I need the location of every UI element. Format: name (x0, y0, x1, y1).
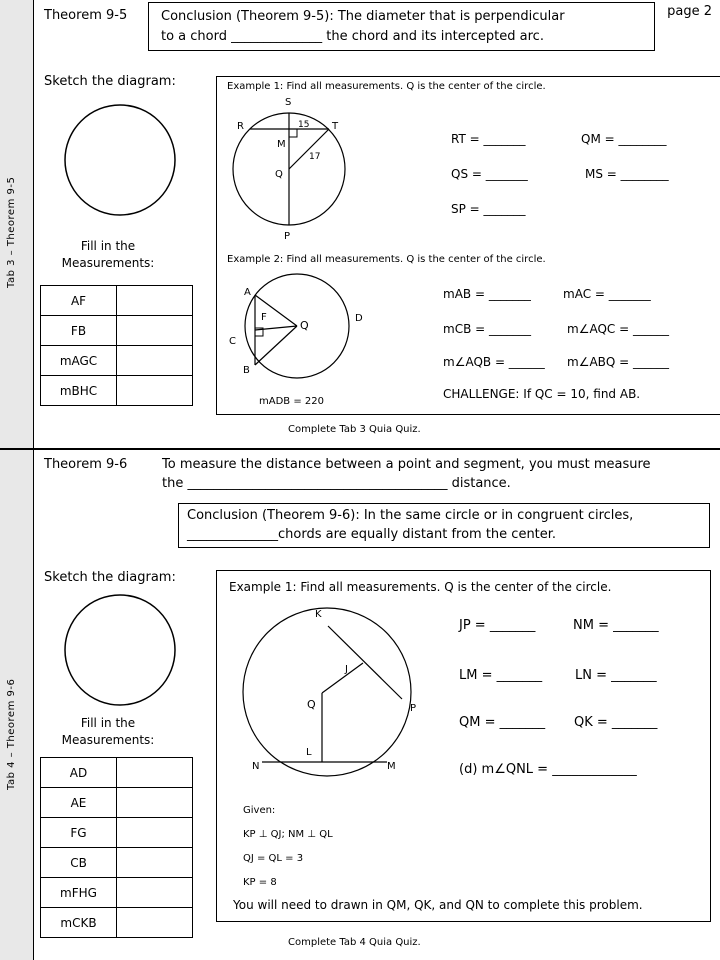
tab3-ex1-point-m: M (277, 139, 286, 150)
tab4-ex1-answer-lm: LM = _______ (459, 668, 543, 683)
tab3-answer-cell[interactable] (117, 286, 193, 316)
tab3-example2-diagram (217, 244, 417, 414)
tab3-sketch-circle (60, 100, 180, 220)
tab4-fill-label (48, 715, 168, 749)
tab3-sketch-label: Sketch the diagram: (44, 74, 176, 89)
tab4-answer-cell[interactable] (117, 758, 193, 788)
table-row (41, 788, 193, 818)
tab3-ex2-arc-note: mADB = 220 (259, 396, 324, 407)
tab4-fill-label-2: Measurements: (61, 733, 155, 747)
tab4-example1-diagram (217, 571, 437, 791)
tab3-theorem-title: Theorem 9-5 (44, 8, 128, 23)
tab4-row-label-mckb: mCKB (41, 908, 117, 938)
tab3-side-label: Tab 3 – Theorem 9-5 (6, 176, 17, 288)
tab4-sketch-circle (60, 590, 180, 710)
tab4-ex1-answer-ln: LN = _______ (575, 668, 657, 683)
tab4-ex1-answer-nm: NM = _______ (573, 618, 659, 633)
tab3-example1-diagram (217, 77, 457, 245)
table-row (41, 818, 193, 848)
tab4-example1-title: Example 1: Find all measurements. Q is the center of the circle. (229, 580, 612, 594)
tab3-fill-label-2: Measurements: (61, 256, 155, 270)
tab4-ex1-answer-qk: QK = _______ (574, 715, 658, 730)
tab4-ex1-angle-qnl: (d) m∠QNL = _____________ (459, 762, 637, 777)
table-row (41, 376, 193, 406)
tab3-row-label-mbhc: mBHC (41, 376, 117, 406)
tab4-example-note: You will need to drawn in QM, QK, and QN to complete this problem. (233, 898, 643, 912)
tab3-ex2-answer-maqb: m∠AQB = ______ (443, 355, 545, 369)
tab3-ex2-answer-mab: mAB = _______ (443, 287, 531, 301)
table-row (41, 878, 193, 908)
tab3-ex1-answer-qs: QS = _______ (451, 167, 528, 181)
tab3-ex2-point-a: A (244, 287, 251, 298)
tab4-fill-label-1: Fill in the (80, 716, 136, 730)
tab3-ex1-point-q: Q (275, 169, 283, 180)
tab4-ex1-point-l: L (306, 747, 312, 758)
tab4-sketch-label: Sketch the diagram: (44, 570, 176, 585)
tab4-ex1-point-k: K (315, 609, 322, 620)
tab4-row-label-ae: AE (41, 788, 117, 818)
tab3-ex1-point-r: R (237, 121, 244, 132)
tab3-example1-box (216, 76, 720, 246)
tab3-quiz-note: Complete Tab 3 Quia Quiz. (288, 424, 421, 435)
tab3-row-label-fb: FB (41, 316, 117, 346)
tab3-example1-title: Example 1: Find all measurements. Q is the center of the circle. (227, 81, 546, 92)
tab4-answer-cell[interactable] (117, 848, 193, 878)
tab4-given-3: KP = 8 (243, 877, 277, 888)
page-label: page 2 (667, 4, 712, 19)
tab4-given-1: KP ⊥ QJ; NM ⊥ QL (243, 829, 333, 840)
table-row (41, 908, 193, 938)
tab3-ex1-answer-qm: QM = ________ (581, 132, 667, 146)
tab3-fill-label-1: Fill in the (80, 239, 136, 253)
tab3-row-label-magc: mAGC (41, 346, 117, 376)
tab3-conclusion-box (148, 2, 655, 51)
tab4-answer-cell[interactable] (117, 818, 193, 848)
tab3-ex2-point-c: C (229, 336, 236, 347)
tab4-row-label-fg: FG (41, 818, 117, 848)
tab4-conclusion-box (178, 503, 710, 548)
tab3-example2-box (216, 244, 720, 415)
section-divider (0, 448, 720, 450)
tab4-theorem-line1: To measure the distance between a point and segment, you must measure (162, 457, 651, 472)
tab4-answer-cell[interactable] (117, 788, 193, 818)
tab4-ex1-answer-jp: JP = _______ (459, 618, 536, 633)
tab4-side-label: Tab 4 – Theorem 9-6 (6, 678, 17, 790)
tab3-ex2-answer-mabq: m∠ABQ = ______ (567, 355, 670, 369)
tab4-row-label-cb: CB (41, 848, 117, 878)
tab4-ex1-point-q: Q (307, 698, 316, 711)
tab3-ex2-point-b: B (243, 365, 250, 376)
tab3-ex1-point-t: T (332, 121, 339, 132)
tab4-ex1-point-j: J (345, 664, 348, 675)
tab4-ex1-point-p: P (410, 703, 417, 714)
tab3-conclusion-line1: Conclusion (Theorem 9-5): The diameter that is perpendicular (161, 9, 565, 24)
tab3-ex2-answer-maqc: m∠AQC = ______ (567, 322, 669, 336)
tab3-ex1-point-p: P (284, 231, 291, 242)
tab3-ex1-point-s: S (285, 97, 292, 108)
left-sidebar (0, 0, 34, 960)
tab3-measurements-table (40, 285, 193, 406)
tab3-ex2-point-q: Q (300, 319, 309, 332)
tab3-answer-cell[interactable] (117, 376, 193, 406)
tab3-conclusion-line2: to a chord ______________ the chord and its intercepted arc. (161, 29, 544, 44)
tab4-row-label-mfhg: mFHG (41, 878, 117, 908)
tab4-quiz-note: Complete Tab 4 Quia Quiz. (288, 937, 421, 948)
tab3-ex2-point-d: D (355, 313, 363, 324)
table-row (41, 316, 193, 346)
tab4-ex1-point-n: N (252, 761, 260, 772)
tab4-row-label-ad: AD (41, 758, 117, 788)
tab3-ex1-len-15: 15 (298, 120, 310, 130)
tab3-ex2-answer-mcb: mCB = _______ (443, 322, 531, 336)
tab4-answer-cell[interactable] (117, 908, 193, 938)
table-row (41, 758, 193, 788)
table-row (41, 346, 193, 376)
tab3-ex1-answer-sp: SP = _______ (451, 202, 526, 216)
tab4-theorem-line2: the ________________________________________ distance. (162, 476, 511, 491)
tab4-conclusion-line2: ______________chords are equally distant from the center. (187, 527, 557, 542)
tab3-ex2-challenge: CHALLENGE: If QC = 10, find AB. (443, 387, 641, 401)
tab3-ex1-answer-rt: RT = _______ (451, 132, 526, 146)
tab3-answer-cell[interactable] (117, 316, 193, 346)
table-row (41, 848, 193, 878)
tab4-ex1-point-m: M (387, 761, 396, 772)
tab3-example2-title: Example 2: Find all measurements. Q is the center of the circle. (227, 254, 546, 265)
tab3-ex2-answer-mac: mAC = _______ (563, 287, 651, 301)
tab3-ex1-len-17: 17 (309, 152, 321, 162)
tab4-conclusion-line1: Conclusion (Theorem 9-6): In the same circle or in congruent circles, (187, 508, 634, 523)
tab4-given-2: QJ = QL = 3 (243, 853, 304, 864)
tab3-ex2-point-f: F (261, 312, 267, 323)
tab4-measurements-table (40, 757, 193, 938)
tab4-example1-box (216, 570, 711, 922)
table-row (41, 286, 193, 316)
tab4-theorem-title: Theorem 9-6 (44, 457, 128, 472)
tab3-answer-cell[interactable] (117, 346, 193, 376)
tab4-given-title: Given: (243, 805, 276, 816)
tab3-ex1-answer-ms: MS = ________ (585, 167, 669, 181)
tab4-answer-cell[interactable] (117, 878, 193, 908)
tab3-fill-label (48, 238, 168, 272)
tab3-row-label-af: AF (41, 286, 117, 316)
tab4-ex1-answer-qm: QM = _______ (459, 715, 546, 730)
